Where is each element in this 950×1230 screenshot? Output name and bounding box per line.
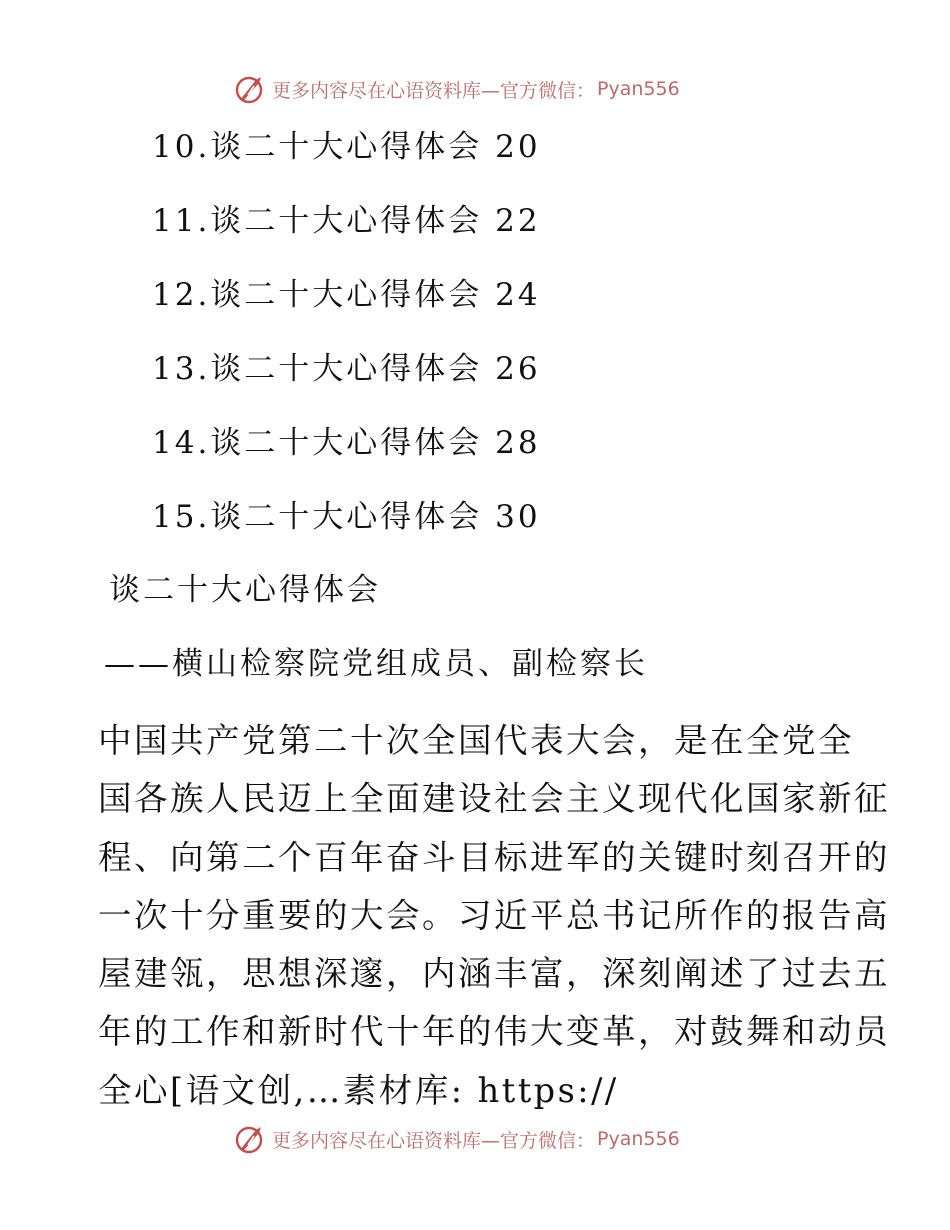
body-line: 全心[语文创,…素材库: https:// [98,1070,619,1110]
watermark-text: 更多内容尽在心语资料库—官方微信： [272,1129,596,1152]
body-line: 年的工作和新时代十年的伟大变革，对鼓舞和动员 [98,1012,890,1052]
footer-watermark [234,1122,714,1156]
article-subtitle: ——横山检察院党组成员、副检察长 [104,646,648,682]
toc-entry[interactable]: 12.谈二十大心得体会 24 [152,277,541,313]
watermark-wechat-id: Pyan556 [597,1128,680,1150]
table-of-contents [152,122,541,566]
body-line: 一次十分重要的大会。习近平总书记所作的报告高 [98,895,890,935]
watermark-wechat-id: Pyan556 [597,78,680,100]
body-line: 国各族人民迈上全面建设社会主义现代化国家新征 [98,779,890,819]
body-line: 屋建瓴，思想深邃，内涵丰富，深刻阐述了过去五 [98,954,890,994]
toc-entry[interactable]: 10.谈二十大心得体会 20 [152,129,541,165]
quill-pen-seal-icon [234,1123,266,1155]
watermark-text: 更多内容尽在心语资料库—官方微信： [272,79,596,102]
article-title: 谈二十大心得体会 [109,572,381,608]
article-body [98,712,890,1120]
quill-pen-seal-icon [234,73,266,105]
toc-entry[interactable]: 13.谈二十大心得体会 26 [152,351,541,387]
header-watermark [234,72,714,106]
toc-entry[interactable]: 15.谈二十大心得体会 30 [152,499,541,535]
body-line: 中国共产党第二十次全国代表大会，是在全党全 [98,721,854,760]
toc-entry[interactable]: 11.谈二十大心得体会 22 [152,203,541,239]
body-line: 程、向第二个百年奋斗目标进军的关键时刻召开的 [98,837,890,877]
toc-entry[interactable]: 14.谈二十大心得体会 28 [152,425,541,461]
